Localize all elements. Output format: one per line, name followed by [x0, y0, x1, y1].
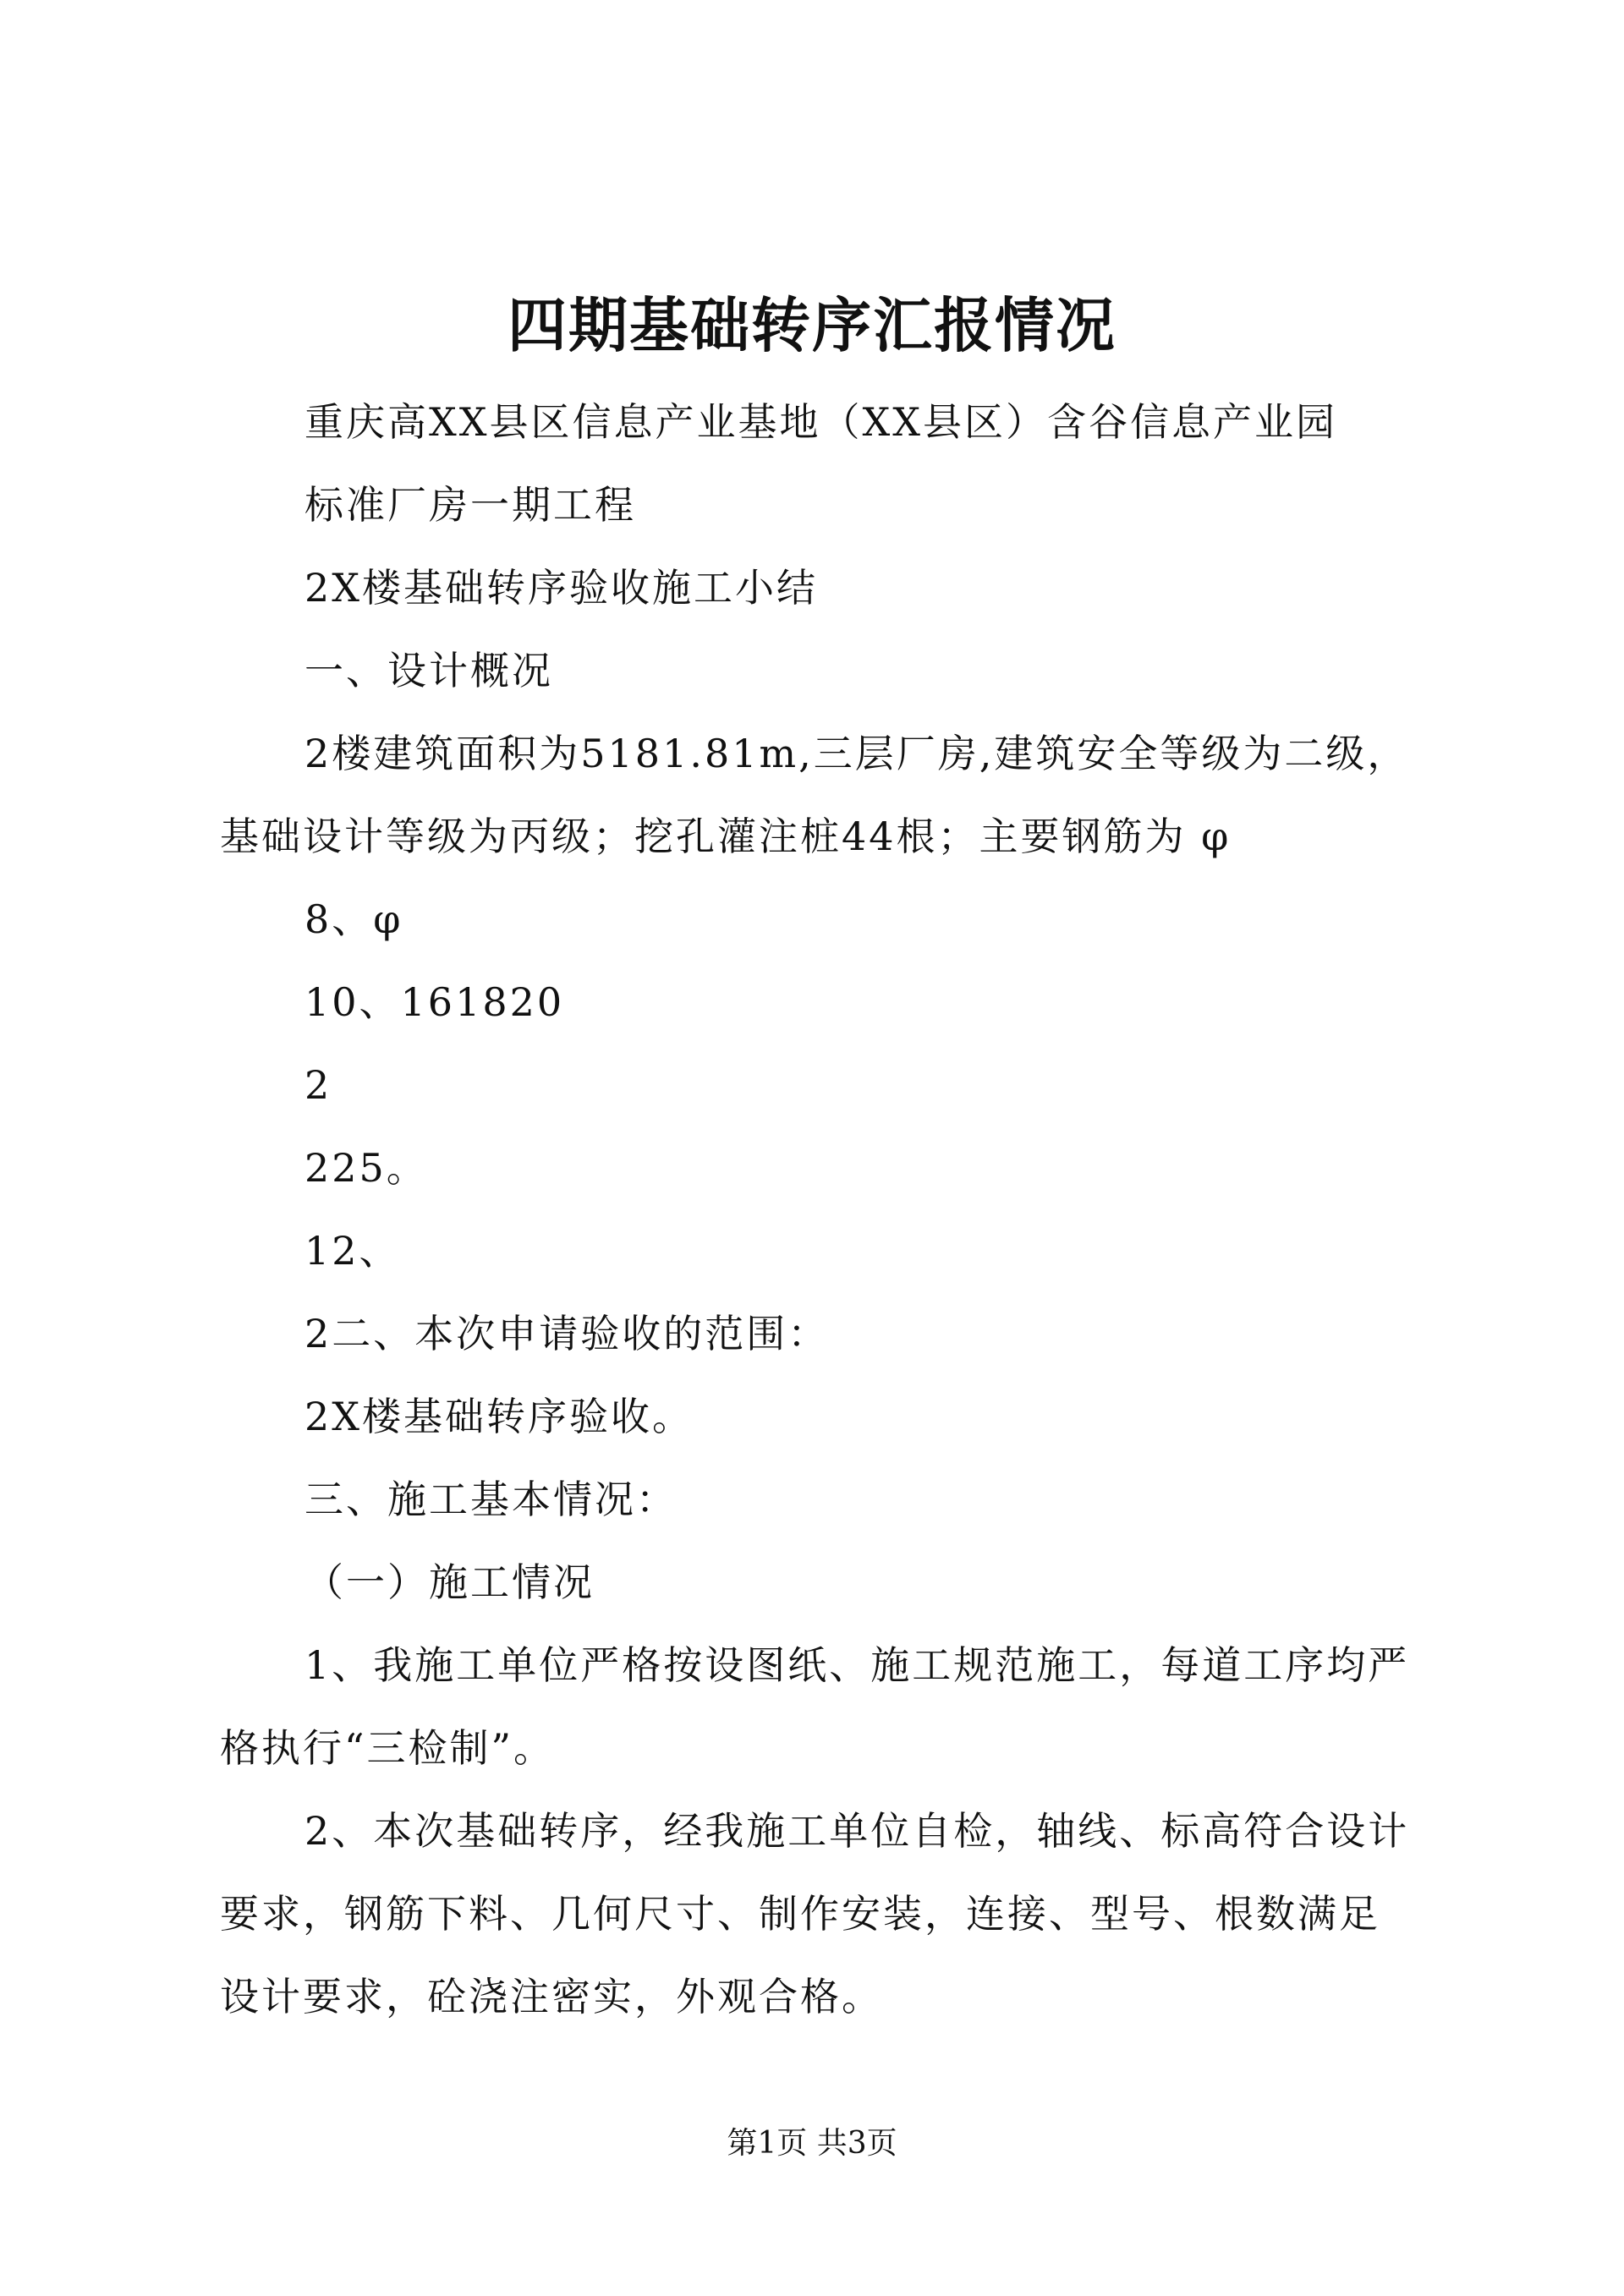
paragraph-rebar-spec-1: 8、φ — [304, 896, 403, 942]
section-heading-design-overview: 一、设计概况 — [304, 648, 553, 693]
paragraph-construction-item-2: 2、本次基础转序，经我施工单位自检，轴线、标高符合设计要求，钢筋下料、几何尺寸、制作安装，连接、型号、根数满足设计要求，砼浇注密实，外观合格。 — [220, 1808, 1410, 2019]
page-footer: 第1页 共3页 — [727, 2126, 897, 2161]
document-title: 四期基础转序汇报情况 — [508, 290, 1116, 360]
paragraph-rebar-spec-4: 225。 — [304, 1145, 428, 1191]
paragraph-construction-item-1: 1、我施工单位严格按设图纸、施工规范施工，每道工序均严格执行“三检制”。 — [220, 1642, 1410, 1771]
paragraph-project-subtitle: 标准厂房一期工程 — [304, 482, 636, 528]
subsection-heading-construction: （一）施工情况 — [304, 1559, 595, 1605]
paragraph-acceptance-scope: 2X楼基础转序验收。 — [304, 1394, 694, 1439]
paragraph-rebar-spec-2: 10、161820 — [304, 979, 565, 1025]
section-heading-acceptance-scope: 2二、本次申请验收的范围： — [304, 1311, 830, 1356]
paragraph-summary-title: 2X楼基础转序验收施工小结 — [304, 565, 819, 611]
paragraph-rebar-spec-5: 12、 — [304, 1228, 401, 1274]
section-heading-construction-status: 三、施工基本情况： — [304, 1477, 678, 1522]
document-body — [220, 381, 1421, 2038]
paragraph-project-name: 重庆高XX县区信息产业基地（XX县区）含谷信息产业园 — [304, 399, 1337, 445]
paragraph-rebar-spec-3: 2 — [304, 1062, 332, 1108]
paragraph-design-details: 2楼建筑面积为5181.81m,三层厂房,建筑安全等级为二级，基础设计等级为丙级；挖孔灌注桩44根；主要钢筋为 φ — [220, 731, 1409, 859]
